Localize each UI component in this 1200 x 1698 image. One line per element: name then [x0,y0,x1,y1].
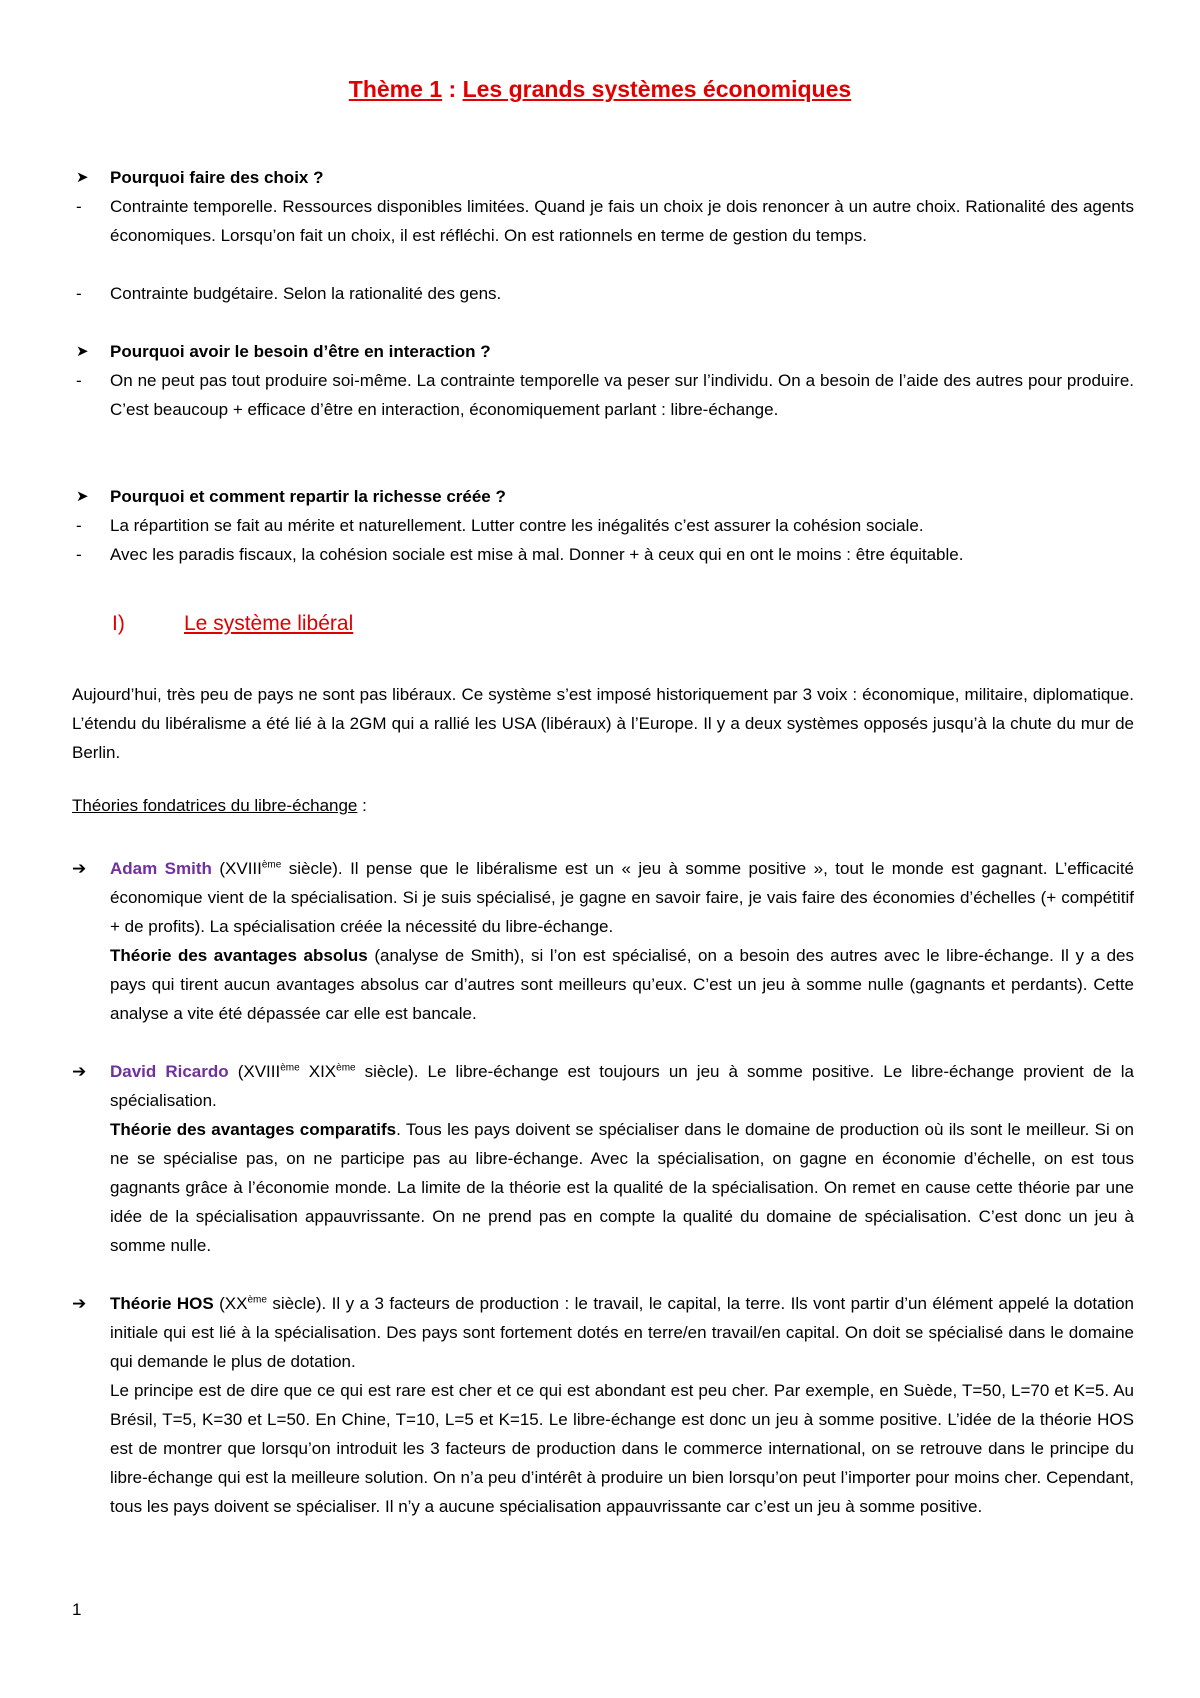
ricardo-century-1-sup: ème [280,1062,300,1074]
ricardo-theory-label: Théorie des avantages comparatifs [110,1120,397,1139]
question-3-text: Pourquoi et comment repartir la richesse créée ? [110,487,506,506]
page-number: 1 [72,1600,82,1619]
ricardo-century-1: (XVIII [228,1062,281,1081]
ricardo-theory-text: . Tous les pays doivent se spécialiser dans le domaine de production où ils sont le meilleur. Si on ne se spécialise pas, on ne participe pas au libre-échange. Avec la spécialisation, on gagne en économie d’échelle, on est tous gagnants grâce à l’économie monde. La limite de la théorie est la qualité de la spécialisation. On remet en cause cette théorie par une idée de la spécialisation appauvrissante. On ne prend pas en compte la qualité du domaine de spécialisation. C’est donc un jeu à somme nulle. [110,1120,1134,1255]
ricardo-body: siècle). Le libre-échange est toujours un jeu à somme positive. Le libre-échange provient de la spécialisation. [110,1062,1135,1110]
q1-item-1-text: Contrainte temporelle. Ressources disponibles limitées. Quand je fais un choix je dois renoncer à un autre choix. Rationalité des agents économiques. Lorsqu’on fait un choix, il est réfléchi. On est rationnels en terme de gestion du temps. [110,197,1134,245]
section-number: I) [112,612,125,635]
smith-body: siècle). Il pense que le libéralisme est un « jeu à somme positive », tout le monde est gagnant. L’efficacité économique vient de la spécialisation. Si je suis spécialisé, je gagne en savoir faire, je vais faire des économies d’échelles (+ compétitif + de profits). La spécialisation créée la nécessité du libre-échange. [110,859,1134,936]
dash-bullet: - [76,284,82,303]
q3-item-2-text: Avec les paradis fiscaux, la cohésion sociale est mise à mal. Donner + à ceux qui en ont le moins : être équitable. [110,545,964,564]
chevron-bullet-icon: ➤ [76,343,89,360]
dash-bullet: - [76,371,82,390]
subheading-label: Théories fondatrices du libre-échange [72,796,358,815]
hos-label: Théorie HOS [110,1294,214,1313]
dash-bullet: - [76,516,82,535]
smith-text [110,854,1134,1028]
chevron-bullet-icon: ➤ [76,488,89,505]
hos-text [110,1289,1134,1521]
dash-bullet: - [76,197,82,216]
section-label: Le système libéral [184,612,354,635]
subheading [72,796,367,816]
ricardo-century-2-sup: ème [336,1062,356,1074]
smith-theory-text: (analyse de Smith), si l’on est spécialisé, on a besoin des autres avec le libre-échange. Il y a des pays qui tirent aucun avantages absolus car d’autres sont meilleurs qu’eux. C’est un jeu à somme nulle (gagnants et perdants). Cette analyse a vite été dépassée car elle est bancale. [110,946,1134,1023]
smith-century-sup: ème [261,859,282,871]
intro-paragraph: Aujourd’hui, très peu de pays ne sont pas libéraux. Ce système s’est imposé historiquement par 3 voix : économique, militaire, diplomatique. L’étendu du libéralisme a été lié à la 2GM qui a rallié les USA (libéraux) à l’Europe. Il y a deux systèmes opposés jusqu’à la chute du mur de Berlin. [72,685,1134,762]
hos-body-1: siècle). Il y a 3 facteurs de production : le travail, le capital, la terre. Ils vont partir d’un élément appelé la dotation initiale qui est lié à la spécialisation. Des pays sont fortement dotés en terre/en travail/en capital. On doit se spécialisé dans le domaine qui demande le plus de dotation. [110,1294,1135,1371]
chevron-bullet-icon: ➤ [76,169,89,186]
hos-century-sup: ème [247,1294,267,1306]
smith-theory-label: Théorie des avantages absolus [110,946,368,965]
q1-item-2-text: Contrainte budgétaire. Selon la rationalité des gens. [110,284,502,303]
hos-century: (XX [213,1294,248,1313]
dash-bullet: - [76,545,82,564]
ricardo-century-2: XIX [299,1062,337,1081]
ricardo-text [110,1057,1134,1260]
smith-name: Adam Smith [110,859,212,878]
page-title [0,76,1200,103]
question-2-text: Pourquoi avoir le besoin d’être en interaction ? [110,342,491,361]
smith-century: (XVIII [211,859,262,878]
arrow-bullet-icon: ➔ [72,1294,87,1313]
q3-item-1-text: La répartition se fait au mérite et naturellement. Lutter contre les inégalités c’est assurer la cohésion sociale. [110,516,924,535]
question-1-text: Pourquoi faire des choix ? [110,168,324,187]
arrow-bullet-icon: ➔ [72,859,87,878]
ricardo-name: David Ricardo [110,1062,229,1081]
title-text: Les grands systèmes économiques [462,76,852,102]
q2-item-1-text: On ne peut pas tout produire soi-même. La contrainte temporelle va peser sur l’individu. On a besoin de l’aide des autres pour produire. C’est beaucoup + efficace d’être en interaction, économiquement parlant : libre-échange. [110,371,1134,419]
arrow-bullet-icon: ➔ [72,1062,87,1081]
title-theme: Thème 1 [348,76,443,102]
hos-body-2: Le principe est de dire que ce qui est rare est cher et ce qui est abondant est peu cher. Par exemple, en Suède, T=50, L=70 et K=5. Au Brésil, T=5, K=30 et L=50. En Chine, T=10, L=5 et K=15. Le libre-échange est donc un jeu à somme positive. L’idée de la théorie HOS est de montrer que lorsqu’on introduit les 3 facteurs de production dans le commerce international, on se retrouve dans le principe du libre-échange qui est la meilleure solution. On n’a peu d’intérêt à produire un bien lorsqu’on peut l’importer pour moins cher. Cependant, tous les pays doivent se spécialiser. Il n’y a aucune spécialisation appauvrissante car c’est un jeu à somme positive. [110,1381,1134,1516]
subheading-suffix: : [357,796,367,815]
title-separator: : [442,76,463,102]
